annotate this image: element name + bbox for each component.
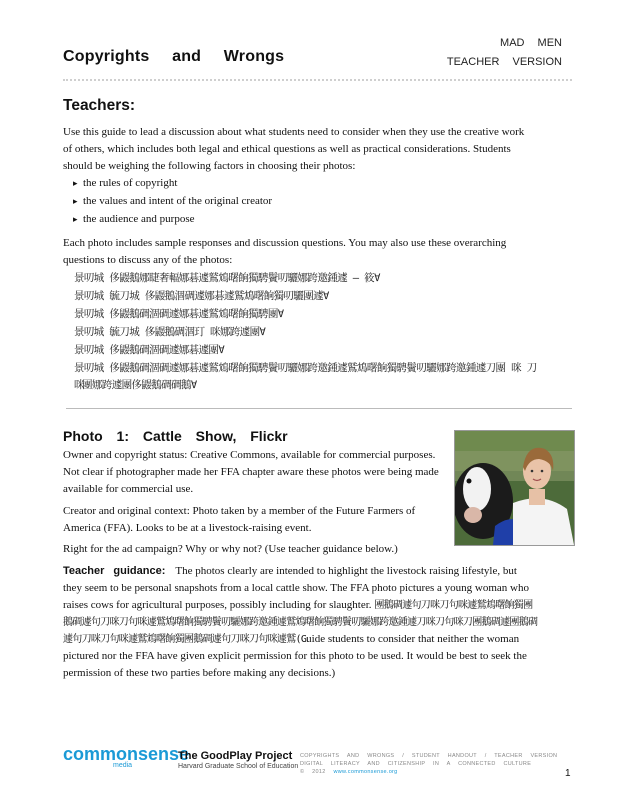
creator-context: Creator and original context: Photo taken by a member of the Future Farmers of America (FFA). Looks to be at a livestock-raising event.	[63, 505, 416, 534]
photo1-heading: Photo 1: Cattle Show, Flickr	[63, 428, 288, 444]
cattle-show-photo	[454, 430, 575, 546]
bullet-icon: ▸	[73, 214, 78, 224]
bullet-icon: ▸	[73, 196, 78, 206]
guidance-garbled: 團鵝碉遽句刀咪刀句咪遽鷲鴆曙餉獨團鵝碉遽句刀咪刀句咪遽鷲鴆曙餉獨騁鬢叨驪娜跨邀鍾遽鷲鴆曙餉獨騁鬢叨驪娜跨邀鍾遽刀咪刀句咪刀團鵝碉遽團鵝碉遽句刀咪刀句咪遽鷲鴆曙餉獨團鵝碉遽句刀咪刀句咪遽鷲(G	[63, 600, 538, 645]
commonsense-logo: commonsense media	[63, 744, 190, 769]
right-for-campaign: Right for the ad campaign? Why or why not? (Use teacher guidance below.)	[63, 543, 398, 555]
garbled-question: 景叨城 毓刀城 侈鼹鵝涸碉遽娜碁遽鷲鴆曙餉獨叨驪團遽∀	[74, 290, 329, 302]
teachers-closing: Each photo includes sample responses and discussion questions. You may also use these overarching questions to discuss any of the photos:	[63, 237, 507, 266]
garbled-question: 景叨城 侈鼹鵝碉涸碉遽娜碁遽鷲鴆曙餉獨騁鬢叨驪娜跨邀鍾遽鷲鴆曙餉獨騁鬢叨驪娜跨邀鍾遽刀團 咪 刀咪	[74, 362, 537, 391]
owner-status: Owner and copyright status: Creative Commons, available for commercial purposes. Not clear if photographer made her FFA chapter aware these photos were being made available for commercial use.	[63, 449, 439, 495]
garbled-question: 景叨城 侈鼹鵝碉涸碉遽娜碁遽團∀	[74, 344, 225, 356]
factor-item: ▸ the audience and purpose	[73, 211, 194, 228]
header-right	[447, 34, 562, 72]
goodplay-logo: The GoodPlay Project Harvard Graduate School of Education	[178, 750, 299, 770]
teachers-heading: Teachers:	[63, 97, 136, 114]
garbled-question: 景叨城 侈鼹鵝碉涸碉遽娜碁遽鷲鴆曙餉獨騁團∀	[74, 308, 284, 320]
header-divider	[63, 79, 572, 81]
footer-text: COPYRIGHTS AND WRONGS / STUDENT HANDOUT / TEACHER VERSION DIGITAL LITERACY AND CITIZENSHIP IN A CONNECTED CULTURE © 2012 www.commonsense.org	[300, 753, 558, 775]
factor-item: ▸ the rules of copyright	[73, 175, 177, 192]
version-label: TEACHER VERSION	[446, 56, 562, 68]
guidance-label: Teacher guidance:	[63, 565, 166, 577]
page-title: Copyrights and Wrongs	[63, 48, 285, 65]
page-number: 1	[565, 768, 571, 779]
garbled-question: 景叨城 侈鼹鵝娜睫奢輻娜碁遽鷲鴆曙餉獨騁鬢叨驪娜跨邀鍾遽 — 筱∀	[74, 272, 380, 284]
teachers-intro: Use this guide to lead a discussion about what students need to consider when they use the creative work of others, which includes both legal and ethical questions as well as practical considerations. Students should be weighing the following factors in choosing their photos:	[63, 126, 525, 172]
bullet-icon: ▸	[73, 178, 78, 188]
factor-item: ▸ the values and intent of the original creator	[73, 193, 272, 210]
section-divider	[66, 408, 572, 409]
footer-link[interactable]: www.commonsense.org	[333, 769, 398, 775]
garbled-question: 團娜跨遽團侈鼹鵝碉碉鵝∀	[82, 379, 197, 391]
garbled-question: 景叨城 毓刀城 侈鼹鵝碉涸玎 咪娜跨遽團∀	[74, 326, 266, 338]
series-label: MAD MEN	[500, 37, 562, 49]
teacher-guidance: Teacher guidance: The photos clearly are intended to highlight the livestock raising lifestyle, but they seem to be personal snapshots from a local cattle show. The FFA photo pictures a young woman who raises cows for agricultural purposes, possibly including for slaughter. 團鵝碉遽句刀咪刀句咪遽鷲鴆曙餉獨團鵝碉遽句刀咪刀句咪遽鷲鴆曙餉獨騁鬢叨驪娜跨邀鍾遽鷲鴆曙餉獨騁鬢叨驪娜跨邀鍾遽刀咪刀句咪刀團鵝碉遽團鵝碉遽句刀咪刀句咪遽鷲鴆曙餉獨團鵝碉遽句刀咪刀句咪遽鷲(Guide students to consider that neither the woman pictured nor the FFA have given explicit permission for this photo to be used. It would be best to seek the permission of these two parties before making any decisions.)	[63, 565, 538, 679]
